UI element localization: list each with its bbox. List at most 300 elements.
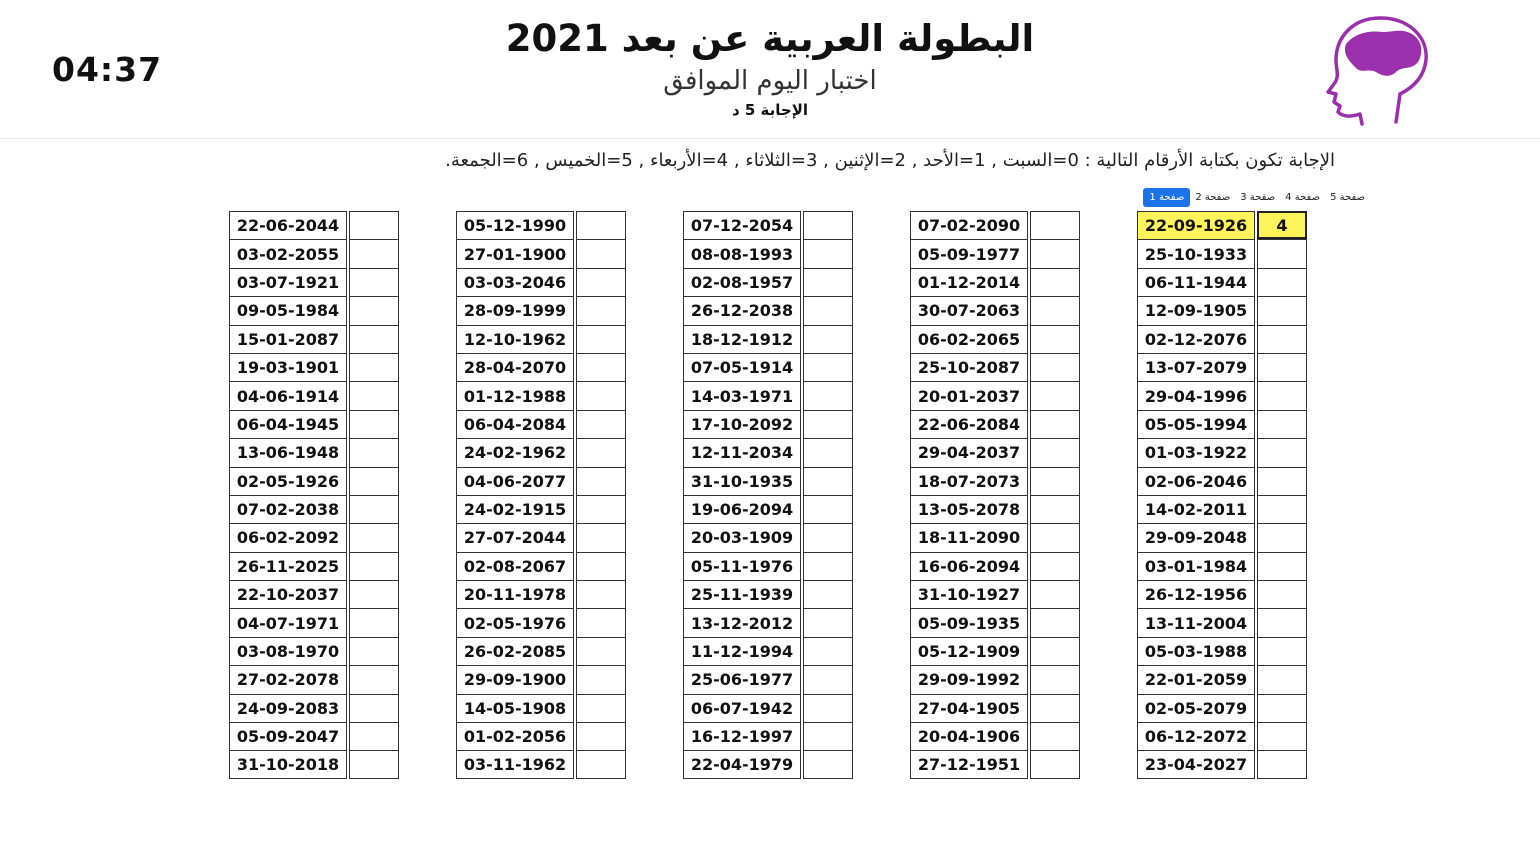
date-cell: 14-05-1908 <box>456 694 574 722</box>
date-row <box>683 637 853 665</box>
date-row <box>1137 637 1307 665</box>
date-row <box>910 722 1080 750</box>
answer-input[interactable] <box>1257 552 1307 580</box>
date-cell: 01-02-2056 <box>456 722 574 750</box>
date-row <box>1137 750 1307 778</box>
date-cell: 02-06-2046 <box>1137 467 1255 495</box>
answer-input[interactable] <box>1257 410 1307 438</box>
date-cell: 05-09-1935 <box>910 608 1028 636</box>
date-cell: 26-12-2038 <box>683 296 801 324</box>
date-row <box>683 438 853 466</box>
answer-input[interactable] <box>1030 467 1080 495</box>
answer-input[interactable] <box>1257 438 1307 466</box>
answer-input[interactable] <box>1030 608 1080 636</box>
date-column-2 <box>910 211 1080 779</box>
date-row <box>1137 608 1307 636</box>
date-row <box>456 608 626 636</box>
date-row <box>1137 325 1307 353</box>
date-cell: 05-09-1977 <box>910 239 1028 267</box>
date-row <box>910 467 1080 495</box>
answer-input[interactable] <box>803 410 853 438</box>
date-row <box>229 239 399 267</box>
date-cell: 13-06-1948 <box>229 438 347 466</box>
date-row <box>456 325 626 353</box>
date-row <box>683 381 853 409</box>
date-row <box>456 665 626 693</box>
page-tabs <box>1143 188 1370 207</box>
date-cell: 06-02-2065 <box>910 325 1028 353</box>
date-row <box>456 467 626 495</box>
date-row <box>683 608 853 636</box>
date-cell: 03-08-1970 <box>229 637 347 665</box>
answer-input[interactable] <box>349 325 399 353</box>
answer-input[interactable] <box>1030 438 1080 466</box>
date-row <box>1137 268 1307 296</box>
answer-input[interactable] <box>349 580 399 608</box>
date-cell: 06-04-1945 <box>229 410 347 438</box>
date-row <box>910 438 1080 466</box>
date-row <box>1137 665 1307 693</box>
date-cell: 03-02-2055 <box>229 239 347 267</box>
answer-input[interactable] <box>1030 580 1080 608</box>
date-row <box>910 296 1080 324</box>
answer-input[interactable] <box>1030 268 1080 296</box>
answer-input[interactable] <box>1257 467 1307 495</box>
date-row <box>229 381 399 409</box>
answer-input[interactable] <box>349 523 399 551</box>
date-cell: 28-04-2070 <box>456 353 574 381</box>
date-cell: 14-03-1971 <box>683 381 801 409</box>
answer-input[interactable]: 4 <box>1257 211 1307 239</box>
date-row <box>456 722 626 750</box>
answer-input[interactable] <box>1257 325 1307 353</box>
date-cell: 22-10-2037 <box>229 580 347 608</box>
answer-duration: الإجابة 5 د <box>731 101 809 119</box>
date-row <box>456 750 626 778</box>
date-cell: 03-01-1984 <box>1137 552 1255 580</box>
date-row <box>683 353 853 381</box>
answer-input[interactable] <box>349 410 399 438</box>
date-row <box>229 438 399 466</box>
date-cell: 31-10-1927 <box>910 580 1028 608</box>
answer-input[interactable] <box>1257 523 1307 551</box>
date-row <box>1137 495 1307 523</box>
date-row <box>1137 239 1307 267</box>
date-cell: 05-03-1988 <box>1137 637 1255 665</box>
date-row <box>456 523 626 551</box>
answer-input[interactable] <box>349 750 399 778</box>
date-cell: 12-10-1962 <box>456 325 574 353</box>
date-row <box>683 580 853 608</box>
answer-input[interactable] <box>1030 325 1080 353</box>
date-row <box>683 523 853 551</box>
date-cell: 25-10-2087 <box>910 353 1028 381</box>
date-cell: 05-05-1994 <box>1137 410 1255 438</box>
date-cell: 16-12-1997 <box>683 722 801 750</box>
date-cell: 20-11-1978 <box>456 580 574 608</box>
date-cell: 05-09-2047 <box>229 722 347 750</box>
date-cell: 19-03-1901 <box>229 353 347 381</box>
answer-input[interactable] <box>349 438 399 466</box>
answer-input[interactable] <box>576 467 626 495</box>
date-row <box>910 239 1080 267</box>
date-row <box>910 608 1080 636</box>
answer-input[interactable] <box>1257 268 1307 296</box>
page-tab-3[interactable]: صفحة 3 <box>1240 192 1276 203</box>
answer-input[interactable] <box>1030 523 1080 551</box>
answer-input[interactable] <box>1257 722 1307 750</box>
date-row <box>910 325 1080 353</box>
date-row <box>229 665 399 693</box>
date-row <box>229 495 399 523</box>
date-row <box>229 268 399 296</box>
answer-input[interactable] <box>1257 580 1307 608</box>
answer-input[interactable] <box>1257 495 1307 523</box>
date-cell: 08-08-1993 <box>683 239 801 267</box>
date-cell: 06-04-2084 <box>456 410 574 438</box>
date-row <box>1137 296 1307 324</box>
date-cell: 20-03-1909 <box>683 523 801 551</box>
answer-input[interactable] <box>576 211 626 239</box>
date-column-5 <box>229 211 399 779</box>
answer-input[interactable] <box>1257 353 1307 381</box>
answer-input[interactable] <box>1257 637 1307 665</box>
date-cell: 02-08-2067 <box>456 552 574 580</box>
answer-input[interactable] <box>1030 665 1080 693</box>
answer-input[interactable] <box>1257 239 1307 267</box>
answer-input[interactable] <box>1257 750 1307 778</box>
answer-input[interactable] <box>349 665 399 693</box>
page-subtitle: اختبار اليوم الموافق <box>663 66 877 96</box>
answer-input[interactable] <box>803 552 853 580</box>
answer-input[interactable] <box>1257 694 1307 722</box>
answer-input[interactable] <box>803 750 853 778</box>
date-cell: 06-07-1942 <box>683 694 801 722</box>
answer-input[interactable] <box>576 552 626 580</box>
answer-input[interactable] <box>803 467 853 495</box>
answer-input[interactable] <box>1030 239 1080 267</box>
answer-input[interactable] <box>1030 694 1080 722</box>
date-row <box>229 467 399 495</box>
date-row <box>456 296 626 324</box>
page-tab-2[interactable]: صفحة 2 <box>1195 192 1231 203</box>
date-row <box>683 552 853 580</box>
date-row <box>1137 467 1307 495</box>
date-row <box>910 523 1080 551</box>
date-cell: 31-10-1935 <box>683 467 801 495</box>
date-row <box>1137 523 1307 551</box>
date-cell: 22-06-2084 <box>910 410 1028 438</box>
date-row <box>1137 694 1307 722</box>
date-cell: 24-02-1915 <box>456 495 574 523</box>
date-cell: 27-04-1905 <box>910 694 1028 722</box>
answer-input[interactable] <box>349 381 399 409</box>
date-row <box>910 495 1080 523</box>
date-row <box>1137 552 1307 580</box>
date-row <box>683 495 853 523</box>
answer-input[interactable] <box>576 239 626 267</box>
date-cell: 11-12-1994 <box>683 637 801 665</box>
date-cell: 13-07-2079 <box>1137 353 1255 381</box>
date-cell: 27-02-2078 <box>229 665 347 693</box>
date-cell: 05-11-1976 <box>683 552 801 580</box>
date-row <box>229 580 399 608</box>
answer-input[interactable] <box>803 523 853 551</box>
date-row <box>683 665 853 693</box>
answer-input[interactable] <box>576 523 626 551</box>
date-cell: 29-09-1900 <box>456 665 574 693</box>
date-cell: 30-07-2063 <box>910 296 1028 324</box>
date-cell: 29-04-2037 <box>910 438 1028 466</box>
date-cell: 22-09-1926 <box>1137 211 1255 239</box>
answer-input[interactable] <box>803 665 853 693</box>
answer-input[interactable] <box>349 467 399 495</box>
date-row <box>910 268 1080 296</box>
date-cell: 23-04-2027 <box>1137 750 1255 778</box>
date-cell: 01-12-1988 <box>456 381 574 409</box>
date-row <box>456 239 626 267</box>
answer-input[interactable] <box>576 296 626 324</box>
date-row <box>910 353 1080 381</box>
answer-input[interactable] <box>576 381 626 409</box>
date-row <box>229 325 399 353</box>
date-column-3 <box>683 211 853 779</box>
date-cell: 13-12-2012 <box>683 608 801 636</box>
date-row <box>683 239 853 267</box>
date-row <box>910 665 1080 693</box>
page-tab-5[interactable]: صفحة 5 <box>1330 192 1365 203</box>
date-cell: 02-05-1976 <box>456 608 574 636</box>
answer-input[interactable] <box>1030 552 1080 580</box>
answer-input[interactable] <box>803 694 853 722</box>
date-cell: 07-02-2090 <box>910 211 1028 239</box>
date-row <box>910 637 1080 665</box>
answer-input[interactable] <box>1030 211 1080 239</box>
date-row <box>683 296 853 324</box>
date-cell: 18-07-2073 <box>910 467 1028 495</box>
answer-input[interactable] <box>1257 665 1307 693</box>
answer-input[interactable] <box>1257 381 1307 409</box>
date-cell: 24-02-1962 <box>456 438 574 466</box>
date-cell: 25-11-1939 <box>683 580 801 608</box>
date-cell: 05-12-1990 <box>456 211 574 239</box>
answer-input[interactable] <box>1030 722 1080 750</box>
date-cell: 12-09-1905 <box>1137 296 1255 324</box>
date-row <box>910 381 1080 409</box>
date-cell: 20-04-1906 <box>910 722 1028 750</box>
answer-input[interactable] <box>576 438 626 466</box>
answer-input[interactable] <box>1030 353 1080 381</box>
date-cell: 18-12-1912 <box>683 325 801 353</box>
answer-input[interactable] <box>803 211 853 239</box>
answer-input[interactable] <box>349 694 399 722</box>
date-cell: 16-06-2094 <box>910 552 1028 580</box>
date-row <box>229 750 399 778</box>
date-cell: 03-07-1921 <box>229 268 347 296</box>
date-cell: 07-12-2054 <box>683 211 801 239</box>
date-cell: 06-12-2072 <box>1137 722 1255 750</box>
answer-input[interactable] <box>576 353 626 381</box>
date-cell: 05-12-1909 <box>910 637 1028 665</box>
answer-input[interactable] <box>576 580 626 608</box>
answer-input[interactable] <box>803 239 853 267</box>
answer-input[interactable] <box>803 580 853 608</box>
answer-input[interactable] <box>1030 637 1080 665</box>
date-cell: 01-12-2014 <box>910 268 1028 296</box>
answer-input[interactable] <box>349 495 399 523</box>
answer-input[interactable] <box>1257 608 1307 636</box>
date-row <box>1137 410 1307 438</box>
answer-input[interactable] <box>349 608 399 636</box>
answer-input[interactable] <box>803 722 853 750</box>
date-row <box>683 410 853 438</box>
date-row <box>1137 438 1307 466</box>
answer-input[interactable] <box>803 495 853 523</box>
answer-input[interactable] <box>349 722 399 750</box>
answer-input[interactable] <box>1030 296 1080 324</box>
answer-input[interactable] <box>349 296 399 324</box>
answer-input[interactable] <box>349 637 399 665</box>
date-cell: 29-04-1996 <box>1137 381 1255 409</box>
date-row <box>1137 211 1307 239</box>
countdown-timer: 04:37 <box>52 50 163 89</box>
date-cell: 07-02-2038 <box>229 495 347 523</box>
date-cell: 13-11-2004 <box>1137 608 1255 636</box>
date-row <box>683 211 853 239</box>
date-row <box>910 580 1080 608</box>
page-tab-1[interactable]: صفحة 1 <box>1143 188 1190 207</box>
answer-input[interactable] <box>803 353 853 381</box>
date-cell: 02-05-1926 <box>229 467 347 495</box>
date-cell: 02-05-2079 <box>1137 694 1255 722</box>
answer-input[interactable] <box>576 665 626 693</box>
date-cell: 25-06-1977 <box>683 665 801 693</box>
date-cell: 14-02-2011 <box>1137 495 1255 523</box>
date-cell: 06-11-1944 <box>1137 268 1255 296</box>
date-row <box>910 552 1080 580</box>
answer-input[interactable] <box>803 608 853 636</box>
answer-input[interactable] <box>1030 381 1080 409</box>
answer-input[interactable] <box>1257 296 1307 324</box>
answer-input[interactable] <box>1030 495 1080 523</box>
date-row <box>229 552 399 580</box>
date-cell: 22-01-2059 <box>1137 665 1255 693</box>
date-cell: 26-02-2085 <box>456 637 574 665</box>
answer-input[interactable] <box>349 552 399 580</box>
date-row <box>456 438 626 466</box>
answer-input[interactable] <box>576 410 626 438</box>
date-cell: 29-09-2048 <box>1137 523 1255 551</box>
date-cell: 15-01-2087 <box>229 325 347 353</box>
date-row <box>229 296 399 324</box>
date-cell: 02-12-2076 <box>1137 325 1255 353</box>
answer-input[interactable] <box>349 211 399 239</box>
answer-input[interactable] <box>1030 410 1080 438</box>
date-cell: 26-12-1956 <box>1137 580 1255 608</box>
answer-input[interactable] <box>803 325 853 353</box>
date-cell: 04-06-1914 <box>229 381 347 409</box>
date-cell: 29-09-1992 <box>910 665 1028 693</box>
answer-input[interactable] <box>576 722 626 750</box>
answer-input[interactable] <box>803 637 853 665</box>
date-row <box>1137 381 1307 409</box>
answer-input[interactable] <box>349 353 399 381</box>
date-cell: 17-10-2092 <box>683 410 801 438</box>
answer-input[interactable] <box>803 381 853 409</box>
date-row <box>683 325 853 353</box>
answer-input[interactable] <box>576 268 626 296</box>
date-cell: 28-09-1999 <box>456 296 574 324</box>
date-row <box>910 694 1080 722</box>
date-row <box>456 410 626 438</box>
instructions-text: الإجابة تكون بكتابة الأرقام التالية : 0=السبت , 1=الأحد , 2=الإثنين , 3=الثلاثاء , 4=الأربعاء , 5=الخميس , 6=الجمعة. <box>445 150 1335 171</box>
answer-input[interactable] <box>803 438 853 466</box>
date-row <box>456 353 626 381</box>
date-row <box>229 410 399 438</box>
date-cell: 22-04-1979 <box>683 750 801 778</box>
answer-input[interactable] <box>576 637 626 665</box>
page-tab-4[interactable]: صفحة 4 <box>1285 192 1321 203</box>
date-cell: 27-12-1951 <box>910 750 1028 778</box>
date-row <box>683 694 853 722</box>
date-cell: 24-09-2083 <box>229 694 347 722</box>
date-row <box>456 580 626 608</box>
date-cell: 18-11-2090 <box>910 523 1028 551</box>
date-cell: 22-06-2044 <box>229 211 347 239</box>
date-row <box>683 750 853 778</box>
date-row <box>1137 722 1307 750</box>
date-cell: 31-10-2018 <box>229 750 347 778</box>
answer-input[interactable] <box>576 750 626 778</box>
date-cell: 09-05-1984 <box>229 296 347 324</box>
answer-input[interactable] <box>1030 750 1080 778</box>
date-cell: 13-05-2078 <box>910 495 1028 523</box>
answer-input[interactable] <box>349 268 399 296</box>
answer-input[interactable] <box>576 608 626 636</box>
date-row <box>229 523 399 551</box>
date-cell: 06-02-2092 <box>229 523 347 551</box>
answer-input[interactable] <box>803 268 853 296</box>
date-cell: 01-03-1922 <box>1137 438 1255 466</box>
date-row <box>456 552 626 580</box>
date-column-1 <box>1137 211 1307 779</box>
date-row <box>456 211 626 239</box>
answer-input[interactable] <box>576 325 626 353</box>
date-row <box>229 608 399 636</box>
date-cell: 07-05-1914 <box>683 353 801 381</box>
header <box>0 0 1540 139</box>
date-cell: 27-07-2044 <box>456 523 574 551</box>
date-row <box>229 722 399 750</box>
answer-input[interactable] <box>803 296 853 324</box>
date-row <box>683 268 853 296</box>
answer-input[interactable] <box>576 495 626 523</box>
date-row <box>456 637 626 665</box>
date-row <box>229 211 399 239</box>
date-cell: 12-11-2034 <box>683 438 801 466</box>
date-row <box>229 637 399 665</box>
answer-input[interactable] <box>349 239 399 267</box>
answer-input[interactable] <box>576 694 626 722</box>
date-row <box>910 211 1080 239</box>
date-cell: 27-01-1900 <box>456 239 574 267</box>
date-row <box>1137 353 1307 381</box>
date-cell: 03-03-2046 <box>456 268 574 296</box>
date-row <box>229 694 399 722</box>
date-row <box>910 750 1080 778</box>
date-row <box>456 381 626 409</box>
date-cell: 04-06-2077 <box>456 467 574 495</box>
